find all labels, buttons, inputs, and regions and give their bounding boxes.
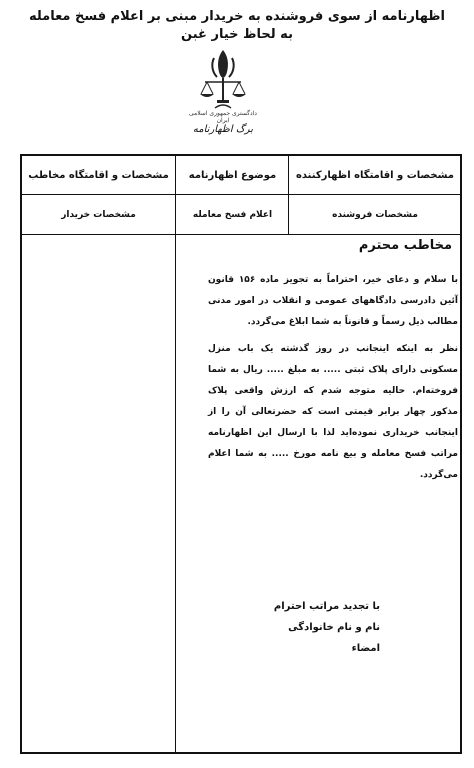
closing-block xyxy=(230,596,380,659)
closing-regards: با تجدید مراتب احترام xyxy=(273,601,380,612)
value-declarant: مشخصات فروشنده xyxy=(332,210,418,220)
table-row-divider xyxy=(20,234,462,235)
table-col-divider xyxy=(175,154,176,754)
value-subject: اعلام فسخ معامله xyxy=(192,210,273,220)
letter-body xyxy=(208,270,458,486)
title-line-1: اظهارنامه از سوی فروشنده به خریدار مبنی بر اعلام فسخ معامله xyxy=(28,9,446,24)
table-row-divider xyxy=(20,194,462,195)
header-declarant: مشخصات و اقامتگاه اظهارکننده xyxy=(296,169,454,181)
value-addressee: مشخصات خریدار xyxy=(61,210,136,220)
paragraph-main: نظر به اینکه اینجانب در روز گذشته یک باب منزل مسکونی دارای پلاک ثبتی ..... به مبلغ ..... ریال به شما فروخته‌ام. حالیه متوجه شدم که ارزش واقعی پلاک مذکور چهار برابر قیمتی است که حضرتعالی آن را از اینجانب خریداری نموده‌اید لذا با ارسال این اظهارنامه مراتب فسخ معامله و بیع نامه مورخ ..... به شما اعلام می‌گردد. xyxy=(208,344,458,480)
emblem-caption: دادگستری جمهوری اسلامی ایران xyxy=(189,110,257,124)
form-name: برگ اظهارنامه xyxy=(192,124,254,135)
closing-signature: امضاء xyxy=(351,643,380,654)
header-subject: موضوع اظهارنامه xyxy=(188,169,277,181)
closing-name: نام و نام خانوادگی xyxy=(288,622,380,633)
header-addressee: مشخصات و اقامتگاه مخاطب xyxy=(28,169,169,181)
page-title xyxy=(0,8,474,44)
table-col-divider xyxy=(288,154,289,234)
emblem-icon xyxy=(195,48,251,114)
salutation: مخاطب محترم xyxy=(358,238,452,253)
paragraph-intro: با سلام و دعای خیر، احتراماً به تجویز ماده ۱۵۶ قانون آئین دادرسی دادگاههای عمومی و انقلاب در امور مدنی مطالب ذیل رسماً و قانوناً به شما ابلاغ می‌گردد. xyxy=(208,275,459,327)
title-line-2: به لحاظ خیار غبن xyxy=(181,27,293,42)
